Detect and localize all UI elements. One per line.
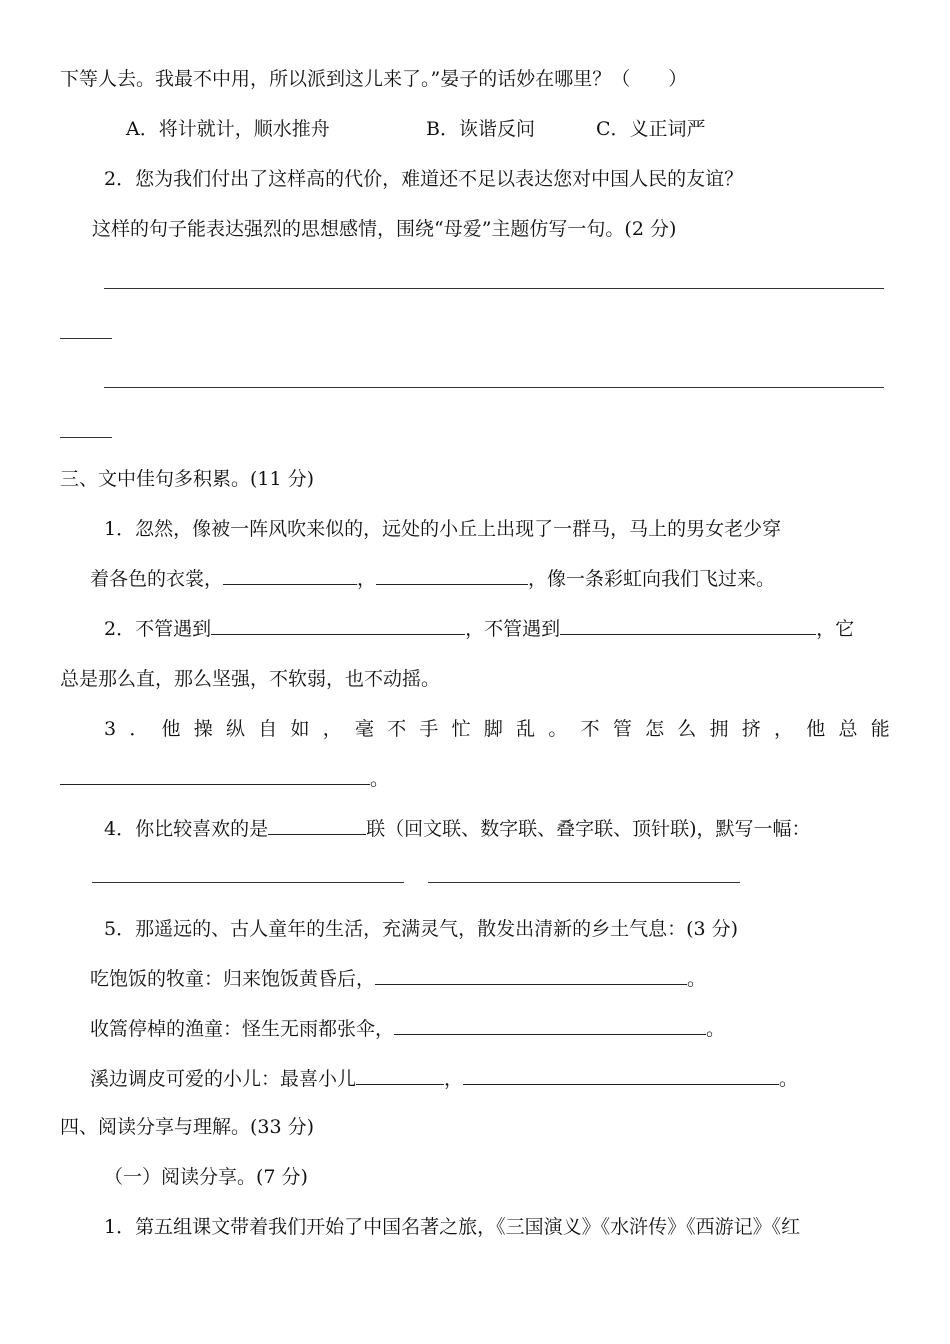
poem-line-prompt: 溪边调皮可爱的小儿：最喜小儿 [90, 1068, 357, 1090]
section-3-item-2-line-2: 总是那么直，那么坚强，不软弱，也不动摇。 [60, 668, 441, 690]
fill-blank[interactable] [560, 616, 816, 635]
fill-blank[interactable] [463, 1066, 779, 1085]
item-3-char: 3 [104, 718, 117, 740]
item-3-char: 怎 [645, 718, 665, 740]
section-3-item-5-line-1: 5．那遥远的、古人童年的生活，充满灵气，散发出清新的乡土气息：(3 分) [104, 918, 739, 940]
answer-line-continuation[interactable] [60, 437, 112, 438]
item-3-char: 他 [161, 718, 181, 740]
poem-line-prompt: 收篙停棹的渔童：怪生无雨都张伞， [90, 1018, 395, 1040]
item-3-char: 总 [838, 718, 858, 740]
item-2-prefix: 2．不管遇到 [104, 618, 212, 640]
item-3-char: 自 [258, 718, 278, 740]
answer-line-continuation[interactable] [60, 338, 112, 339]
fill-blank[interactable] [211, 616, 465, 635]
section-3-item-2-line-1 [104, 616, 854, 642]
section-3-item-1-line-2 [90, 566, 775, 592]
item-3-char: 脚 [483, 718, 503, 740]
item-3-char: 管 [612, 718, 632, 740]
item-3-char: 。 [548, 718, 568, 740]
option-b: B．诙谐反问 [426, 118, 535, 140]
item-3-char: 么 [677, 718, 697, 740]
item-4-prefix: 4．你比较喜欢的是 [104, 818, 269, 840]
item-4-suffix: 联（回文联、数字联、叠字联、顶针联)，默写一幅： [366, 818, 811, 840]
fill-blank[interactable] [394, 1016, 706, 1035]
section-4-item-1: 1．第五组课文带着我们开始了中国名著之旅，《三国演义》《水浒传》《西游记》《红 [104, 1216, 801, 1238]
fill-blank[interactable] [268, 816, 366, 835]
item-3-char: 纵 [226, 718, 246, 740]
section-3-item-1-line-1: 1．忽然，像被一阵风吹来似的，远处的小丘上出现了一群马，马上的男女老少穿 [104, 518, 782, 540]
item-3-end: 。 [370, 768, 390, 790]
section-3-title: 三、文中佳句多积累。(11 分) [60, 468, 315, 490]
poem-line-end: 。 [706, 1018, 726, 1040]
question-2-line-2: 这样的句子能表达强烈的思想感情，围绕“母爱”主题仿写一句。(2 分) [92, 218, 677, 240]
section-4-subtitle: （一）阅读分享。(7 分) [104, 1166, 308, 1188]
poem-line-comma: ， [444, 1068, 464, 1090]
item-3-char: ， [322, 718, 342, 740]
answer-line[interactable] [104, 387, 884, 388]
couplet-line-2[interactable] [428, 882, 740, 883]
fill-blank[interactable] [223, 566, 357, 585]
item-1-comma: ， [357, 568, 377, 590]
item-2-middle: ，不管遇到 [465, 618, 561, 640]
item-2-suffix: ，它 [816, 618, 855, 640]
item-1-suffix: ，像一条彩虹向我们飞过来。 [528, 568, 776, 590]
item-3-char: 不 [387, 718, 407, 740]
fill-blank[interactable] [376, 566, 528, 585]
item-3-char: 拥 [709, 718, 729, 740]
item-3-char: 不 [580, 718, 600, 740]
item-3-char: 如 [290, 718, 310, 740]
item-3-char: ． [129, 718, 149, 740]
question-1-text: 下等人去。我最不中用，所以派到这儿来了。”晏子的话妙在哪里？（ ） [60, 68, 688, 90]
item-3-char: 毫 [354, 718, 374, 740]
item-3-char: 忙 [451, 718, 471, 740]
poem-line-end: 。 [779, 1068, 799, 1090]
item-3-char: 手 [419, 718, 439, 740]
section-3-item-5-line-4 [90, 1066, 798, 1092]
item-3-char: ， [774, 718, 794, 740]
item-3-char: 操 [193, 718, 213, 740]
section-3-item-5-line-2 [90, 966, 706, 992]
item-3-char: 挤 [741, 718, 761, 740]
fill-blank[interactable] [375, 966, 687, 985]
couplet-line-1[interactable] [92, 882, 404, 883]
poem-line-end: 。 [687, 968, 707, 990]
poem-line-prompt: 吃饱饭的牧童：归来饱饭黄昏后， [90, 968, 376, 990]
answer-line[interactable] [104, 288, 884, 289]
section-3-item-5-line-3 [90, 1016, 725, 1042]
question-2-line-1: 2．您为我们付出了这样高的代价，难道还不足以表达您对中国人民的友谊？ [104, 168, 744, 190]
section-3-item-4-line-1 [104, 816, 811, 842]
section-4-title: 四、阅读分享与理解。(33 分) [60, 1116, 315, 1138]
section-3-item-3-line-1 [104, 716, 890, 742]
option-c: C．义正词严 [596, 118, 706, 140]
item-3-char: 乱 [516, 718, 536, 740]
fill-blank[interactable] [60, 766, 370, 785]
item-3-char: 能 [870, 718, 890, 740]
item-3-char: 他 [806, 718, 826, 740]
fill-blank[interactable] [356, 1066, 444, 1085]
option-a: A．将计就计，顺水推舟 [126, 118, 330, 140]
item-1-prefix: 着各色的衣裳， [90, 568, 224, 590]
section-3-item-3-line-2 [60, 766, 389, 792]
